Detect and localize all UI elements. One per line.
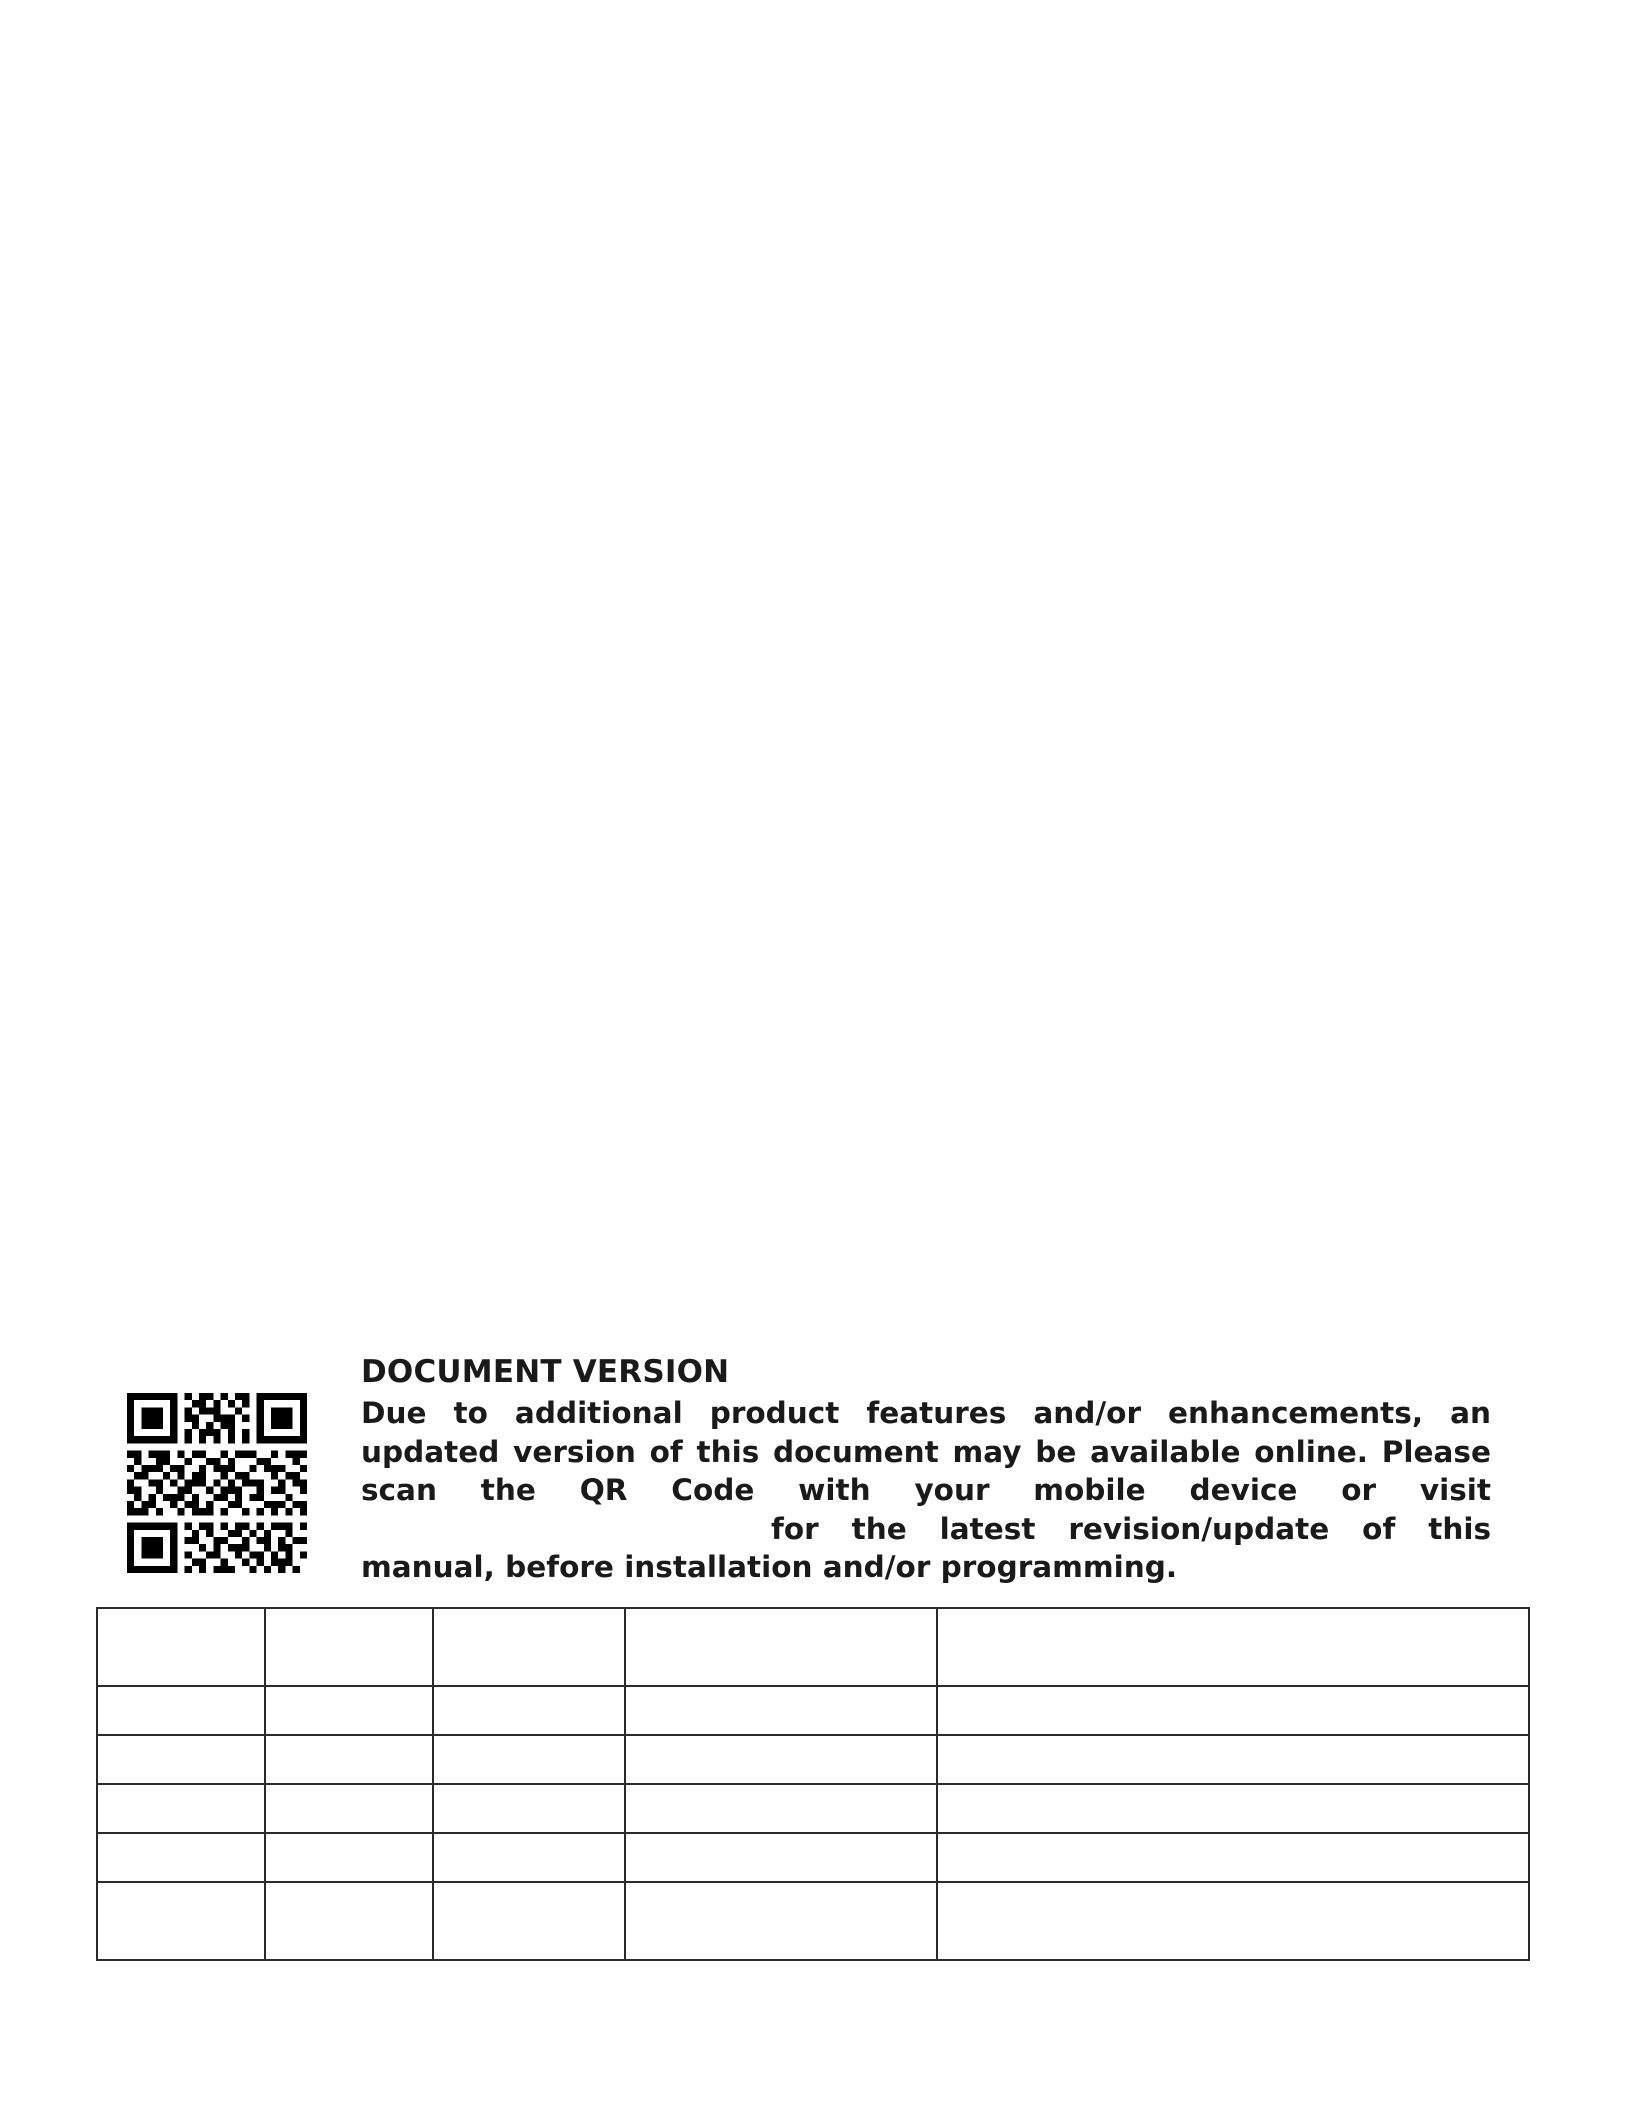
table-cell [265,1735,433,1784]
table-cell [625,1882,937,1960]
table-cell [433,1882,625,1960]
table-cell [937,1735,1529,1784]
table-cell [625,1735,937,1784]
table-row [97,1735,1529,1784]
qr-code [127,1393,307,1573]
table-cell [433,1608,625,1686]
table-cell [433,1784,625,1833]
table-cell [265,1784,433,1833]
table-cell [265,1833,433,1882]
table-row [97,1882,1529,1960]
table-cell [625,1833,937,1882]
table-cell [937,1833,1529,1882]
table-cell [625,1686,937,1735]
table-cell [265,1608,433,1686]
document-version-section [361,1352,1491,1587]
table-row [97,1784,1529,1833]
document-version-text [361,1394,1491,1587]
qr-code-icon [127,1393,307,1573]
table-cell [433,1833,625,1882]
table-cell [937,1784,1529,1833]
table-row [97,1833,1529,1882]
document-version-text-part1: Due to additional product features and/or enhancements, an updated version of this document may be available online. Please scan the QR Code with your mobile device or visit [361,1396,1491,1507]
document-version-text-part2: for the latest revision/update of this manual, before installation and/or programming. [361,1511,1491,1584]
table-cell [97,1686,265,1735]
table-cell [97,1882,265,1960]
table-cell [97,1608,265,1686]
table-cell [97,1784,265,1833]
table-cell [937,1882,1529,1960]
table-cell [937,1608,1529,1686]
table-cell [433,1686,625,1735]
table-row [97,1608,1529,1686]
document-version-title: DOCUMENT VERSION [361,1354,730,1390]
table-cell [265,1686,433,1735]
table-cell [937,1686,1529,1735]
table-cell [97,1833,265,1882]
table-row [97,1686,1529,1735]
revision-table [96,1607,1530,1961]
table-cell [265,1882,433,1960]
table-cell [625,1784,937,1833]
table-cell [433,1735,625,1784]
table-cell [625,1608,937,1686]
table-cell [97,1735,265,1784]
